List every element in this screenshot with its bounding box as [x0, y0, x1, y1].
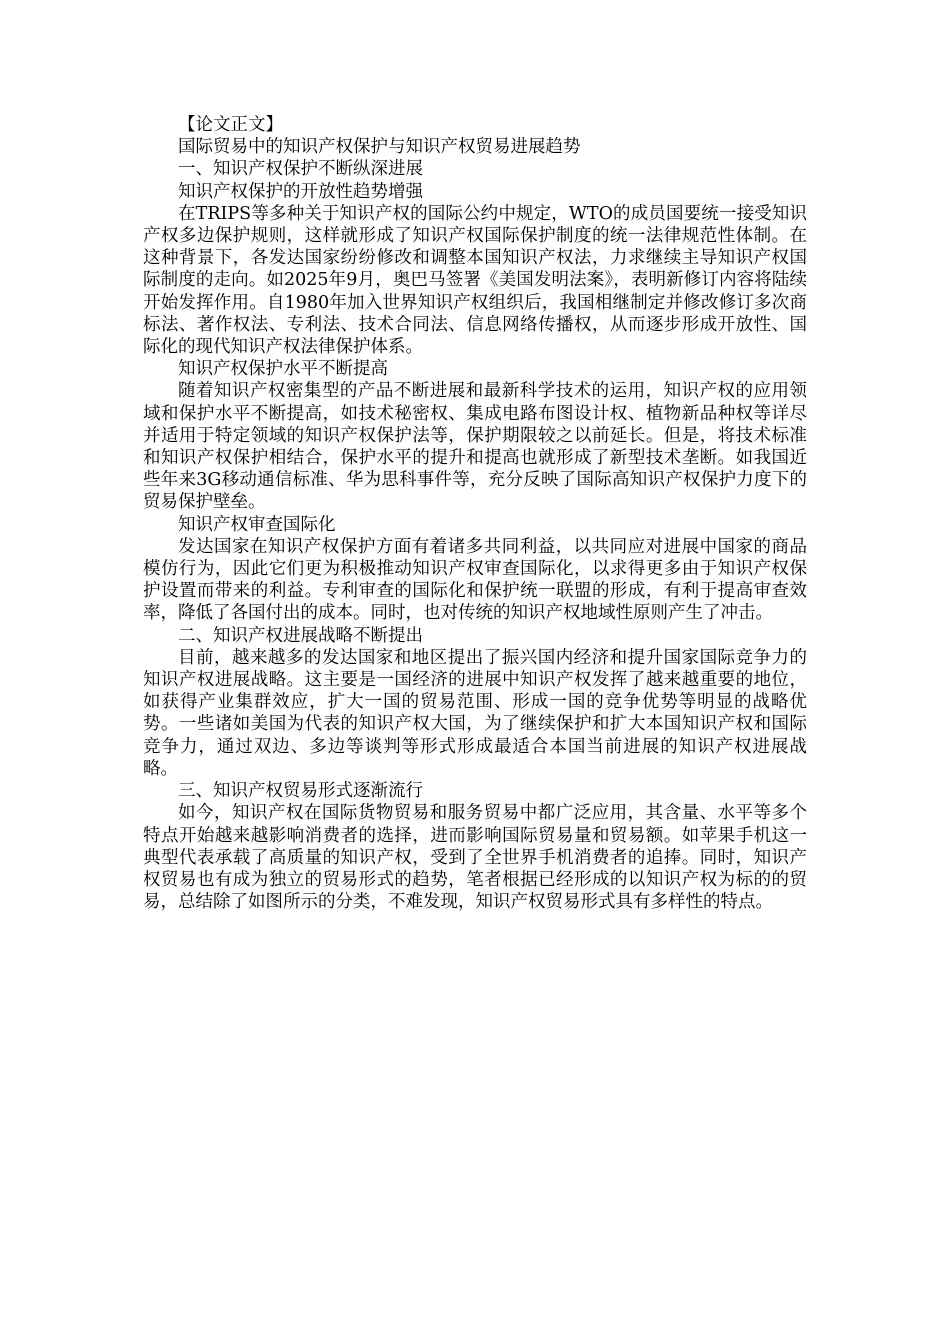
- section-heading-2: 二、知识产权进展战略不断提出: [178, 625, 423, 646]
- article-title: 国际贸易中的知识产权保护与知识产权贸易进展趋势: [178, 137, 581, 158]
- paragraph-strategy: 目前，越来越多的发达国家和地区提出了振兴国内经济和提升国家国际竞争力的知识产权进展战略。这主要是一国经济的进展中知识产权发挥了越来越重要的地位，如获得产业集群效应，扩大一国的贸易范围、形成一国的竞争优势等明显的战略优势。一些诸如美国为代表的知识产权大国，为了继续保护和扩大本国知识产权和国际竞争力，通过双边、多边等谈判等形式形成最适合本国当前进展的知识产权进展战略。: [143, 647, 807, 779]
- paragraph-openness: 在TRIPS等多种关于知识产权的国际公约中规定，WTO的成员国要统一接受知识产权多边保护规则，这样就形成了知识产权国际保护制度的统一法律规范性体制。在这种背景下，各发达国家纷纷修改和调整本国知识产权法，力求继续主导知识产权国际制度的走向。如2025年9月，奥巴马签署《美国发明法案》，表明新修订内容将陆续开始发挥作用。自1980年加入世界知识产权组织后，我国相继制定并修改修订多次商标法、著作权法、专利法、技术合同法、信息网络传播权，从而逐步形成开放性、国际化的现代知识产权法律保护体系。: [143, 203, 807, 358]
- subheading-examination: 知识产权审查国际化: [178, 514, 336, 535]
- section-label: 【论文正文】: [178, 115, 283, 135]
- paragraph-protection-level: 随着知识产权密集型的产品不断进展和最新科学技术的运用，知识产权的应用领域和保护水平不断提高，如技术秘密权、集成电路布图设计权、植物新品种权等详尽并适用于特定领域的知识产权保护法等，保护期限较之以前延长。但是，将技术标准和知识产权保护相结合，保护水平的提升和提高也就形成了新型技术垄断。如我国近些年来3G移动通信标准、华为思科事件等，充分反映了国际高知识产权保护力度下的贸易保护壁垒。: [143, 381, 807, 513]
- section-heading-1: 一、知识产权保护不断纵深进展: [178, 159, 423, 180]
- document-body: [143, 114, 807, 913]
- subheading-protection-level: 知识产权保护水平不断提高: [178, 359, 388, 380]
- subheading-openness: 知识产权保护的开放性趋势增强: [178, 181, 423, 202]
- paragraph-examination: 发达国家在知识产权保护方面有着诸多共同利益，以共同应对进展中国家的商品模仿行为，因此它们更为积极推动知识产权审查国际化，以求得更多由于知识产权保护设置而带来的利益。专利审查的国际化和保护统一联盟的形成，有利于提高审查效率，降低了各国付出的成本。同时，也对传统的知识产权地域性原则产生了冲击。: [143, 536, 807, 624]
- paragraph-trade-forms: 如今，知识产权在国际货物贸易和服务贸易中都广泛应用，其含量、水平等多个特点开始越来越影响消费者的选择，进而影响国际贸易量和贸易额。如苹果手机这一典型代表承载了高质量的知识产权，受到了全世界手机消费者的追捧。同时，知识产权贸易也有成为独立的贸易形式的趋势，笔者根据已经形成的以知识产权为标的的贸易，总结除了如图所示的分类，不难发现，知识产权贸易形式具有多样性的特点。: [143, 803, 807, 913]
- section-heading-3: 三、知识产权贸易形式逐渐流行: [178, 781, 423, 802]
